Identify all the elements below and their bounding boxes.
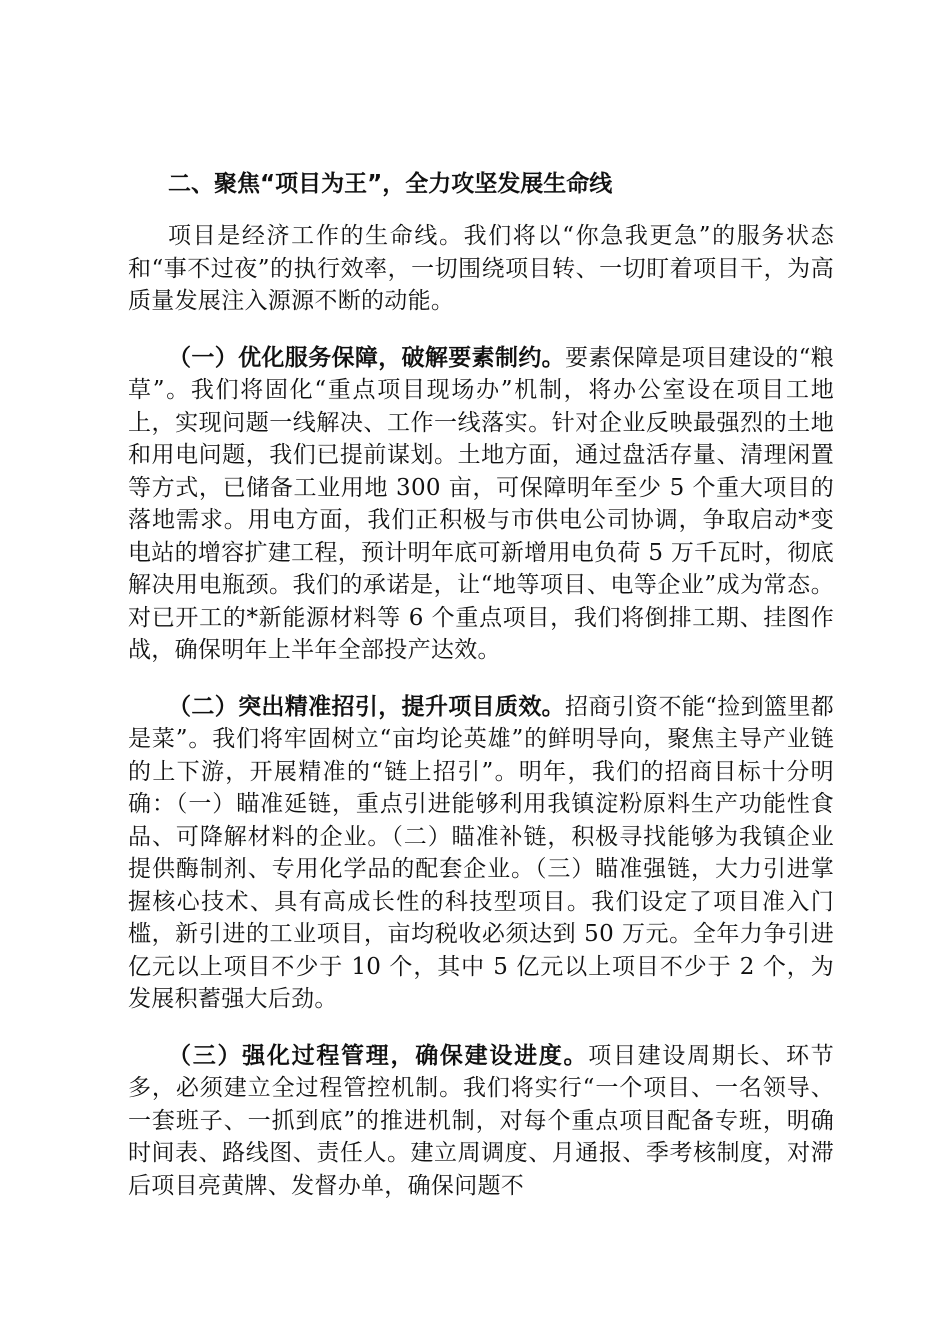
paragraph-lead: （二）突出精准招引，提升项目质效。 xyxy=(168,693,566,720)
paragraph-text: 招商引资不能“捡到篮里都是菜”。我们将牢固树立“亩均论英雄”的鲜明导向，聚焦主导产业链的上下游，开展精准的“链上招引”。明年，我们的招商目标十分明确：（一）瞄准延链，重点引进能够利用我镇淀粉原料生产功能性食品、可降解材料的企业。（二）瞄准补链，积极寻找能够为我镇企业提供酶制剂、专用化学品的配套企业。（三）瞄准强链，大力引进掌握核心技术、具有高成长性的科技型项目。我们设定了项目准入门槛，新引进的工业项目，亩均税收必须达到 50 万元。全年力争引进亿元以上项目不少于 10 个，其中 5 亿元以上项目不少于 2 个，为发展积蓄强大后劲。 xyxy=(128,693,834,1012)
paragraph-lead: （三）强化过程管理，确保建设进度。 xyxy=(168,1042,589,1069)
paragraph-precise-investment xyxy=(128,691,834,1016)
paragraph-text: 要素保障是项目建设的“粮草”。我们将固化“重点项目现场办”机制，将办公室设在项目工地上，实现问题一线解决、工作一线落实。针对企业反映最强烈的土地和用电问题，我们已提前谋划。土地方面，通过盘活存量、清理闲置等方式，已储备工业用地 300 亩，可保障明年至少 5 个重大项目的落地需求。用电方面，我们正积极与市供电公司协调，争取启动*变电站的增容扩建工程，预计明年底可新增用电负荷 5 万千瓦时，彻底解决用电瓶颈。我们的承诺是，让“地等项目、电等企业”成为常态。对已开工的*新能源材料等 6 个重点项目，我们将倒排工期、挂图作战，确保明年上半年全部投产达效。 xyxy=(128,344,834,663)
paragraph-process-management xyxy=(128,1040,834,1203)
paragraph-lead: （一）优化服务保障，破解要素制约。 xyxy=(168,344,566,371)
paragraph-service-guarantee xyxy=(128,342,834,667)
section-heading: 二、聚焦“项目为王”，全力攻坚发展生命线 xyxy=(168,171,613,197)
intro-paragraph: 项目是经济工作的生命线。我们将以“你急我更急”的服务状态和“事不过夜”的执行效率，一切围绕项目转、一切盯着项目干，为高质量发展注入源源不断的动能。 xyxy=(128,223,834,314)
paragraph-text: 项目建设周期长、环节多，必须建立全过程管控机制。我们将实行“一个项目、一名领导、一套班子、一抓到底”的推进机制，对每个重点项目配备专班，明确时间表、路线图、责任人。建立周调度、月通报、季考核制度，对滞后项目亮黄牌、发督办单，确保问题不 xyxy=(128,1042,835,1199)
document-body xyxy=(128,168,834,1202)
